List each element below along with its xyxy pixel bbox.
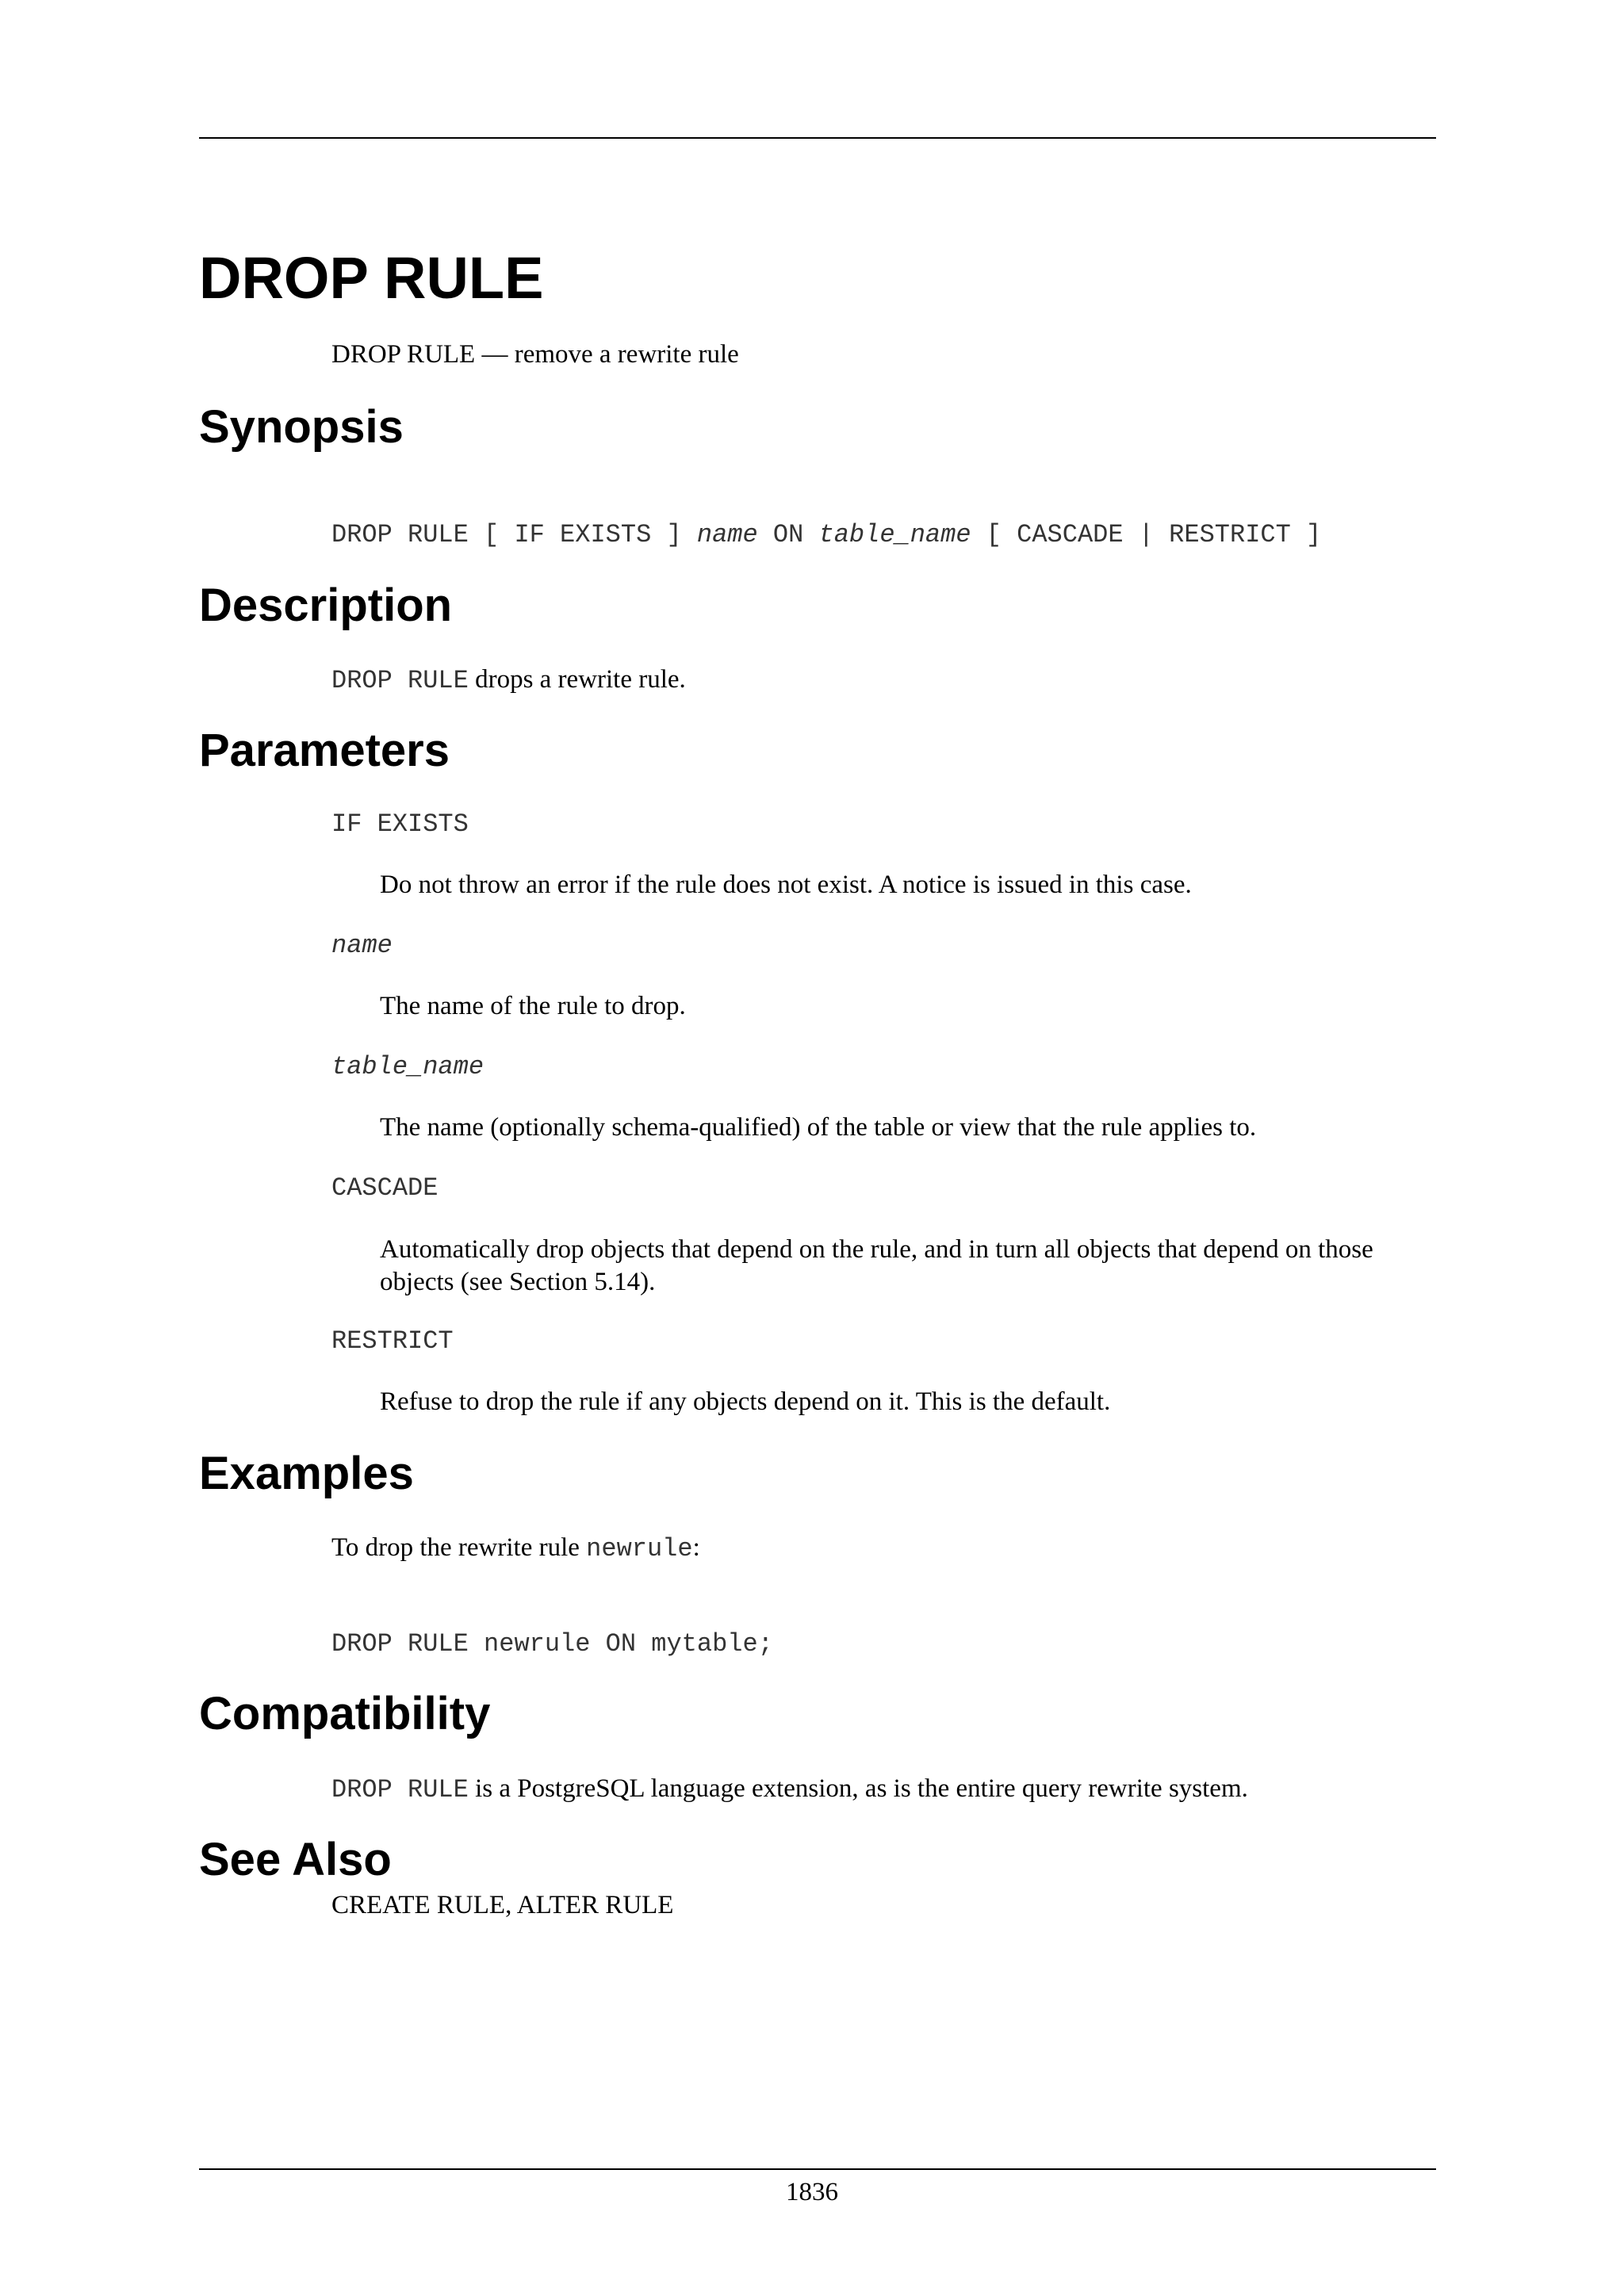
param-term-cascade: CASCADE <box>331 1173 439 1203</box>
param-desc-table-name: The name (optionally schema-qualified) of the table or view that the rule applies to. <box>380 1113 1257 1142</box>
create-rule-link[interactable]: CREATE RULE <box>331 1891 506 1919</box>
footer-rule <box>199 2168 1436 2170</box>
param-term-name: name <box>331 931 393 960</box>
synopsis-name: name <box>696 520 758 549</box>
compatibility-code: DROP RULE <box>331 1775 469 1804</box>
examples-intro-pre: To drop the rewrite rule <box>331 1533 587 1562</box>
examples-heading: Examples <box>199 1448 414 1499</box>
alter-rule-link[interactable]: ALTER RULE <box>516 1891 674 1919</box>
param-term-if-exists: IF EXISTS <box>331 809 469 839</box>
description-text <box>331 664 686 696</box>
param-desc-cascade <box>380 1234 1436 1299</box>
examples-intro-code: newrule <box>586 1534 693 1563</box>
description-code: DROP RULE <box>331 666 469 695</box>
page-number: 1836 <box>786 2178 838 2206</box>
section-link[interactable]: Section 5.14 <box>509 1267 641 1296</box>
synopsis-code <box>331 520 1321 550</box>
param-desc-restrict: Refuse to drop the rule if any objects depend on it. This is the default. <box>380 1387 1111 1416</box>
param-desc-name: The name of the rule to drop. <box>380 992 686 1020</box>
description-heading: Description <box>199 580 453 631</box>
synopsis-heading: Synopsis <box>199 401 404 453</box>
examples-intro-post: : <box>692 1533 700 1562</box>
header-rule <box>199 137 1436 139</box>
param-term-restrict: RESTRICT <box>331 1326 454 1356</box>
examples-intro <box>331 1533 700 1564</box>
see-also-links <box>331 1890 673 1922</box>
compatibility-heading: Compatibility <box>199 1688 491 1739</box>
cascade-desc-pre: Automatically drop objects that depend on the rule, and in turn all objects that depend on those objects (see <box>380 1235 1373 1296</box>
synopsis-part-1: DROP RULE [ IF EXISTS ] <box>331 520 697 549</box>
synopsis-part-3: [ CASCADE | RESTRICT ] <box>971 520 1322 549</box>
compatibility-body: is a PostgreSQL language extension, as is the entire query rewrite system. <box>468 1774 1248 1803</box>
description-body: drops a rewrite rule. <box>468 665 686 694</box>
example-code: DROP RULE newrule ON mytable; <box>331 1629 773 1659</box>
synopsis-part-2: ON <box>757 520 819 549</box>
param-desc-if-exists: Do not throw an error if the rule does not exist. A notice is issued in this case. <box>380 871 1192 899</box>
cascade-desc-post: ). <box>640 1267 656 1296</box>
param-term-table-name: table_name <box>331 1052 485 1081</box>
refpurpose: DROP RULE — remove a rewrite rule <box>331 340 739 369</box>
compatibility-text <box>331 1774 1248 1805</box>
page-title: DROP RULE <box>199 245 544 311</box>
see-also-separator: , <box>505 1891 517 1919</box>
parameters-heading: Parameters <box>199 725 450 776</box>
see-also-heading: See Also <box>199 1834 392 1885</box>
synopsis-table-name: table_name <box>818 520 971 549</box>
